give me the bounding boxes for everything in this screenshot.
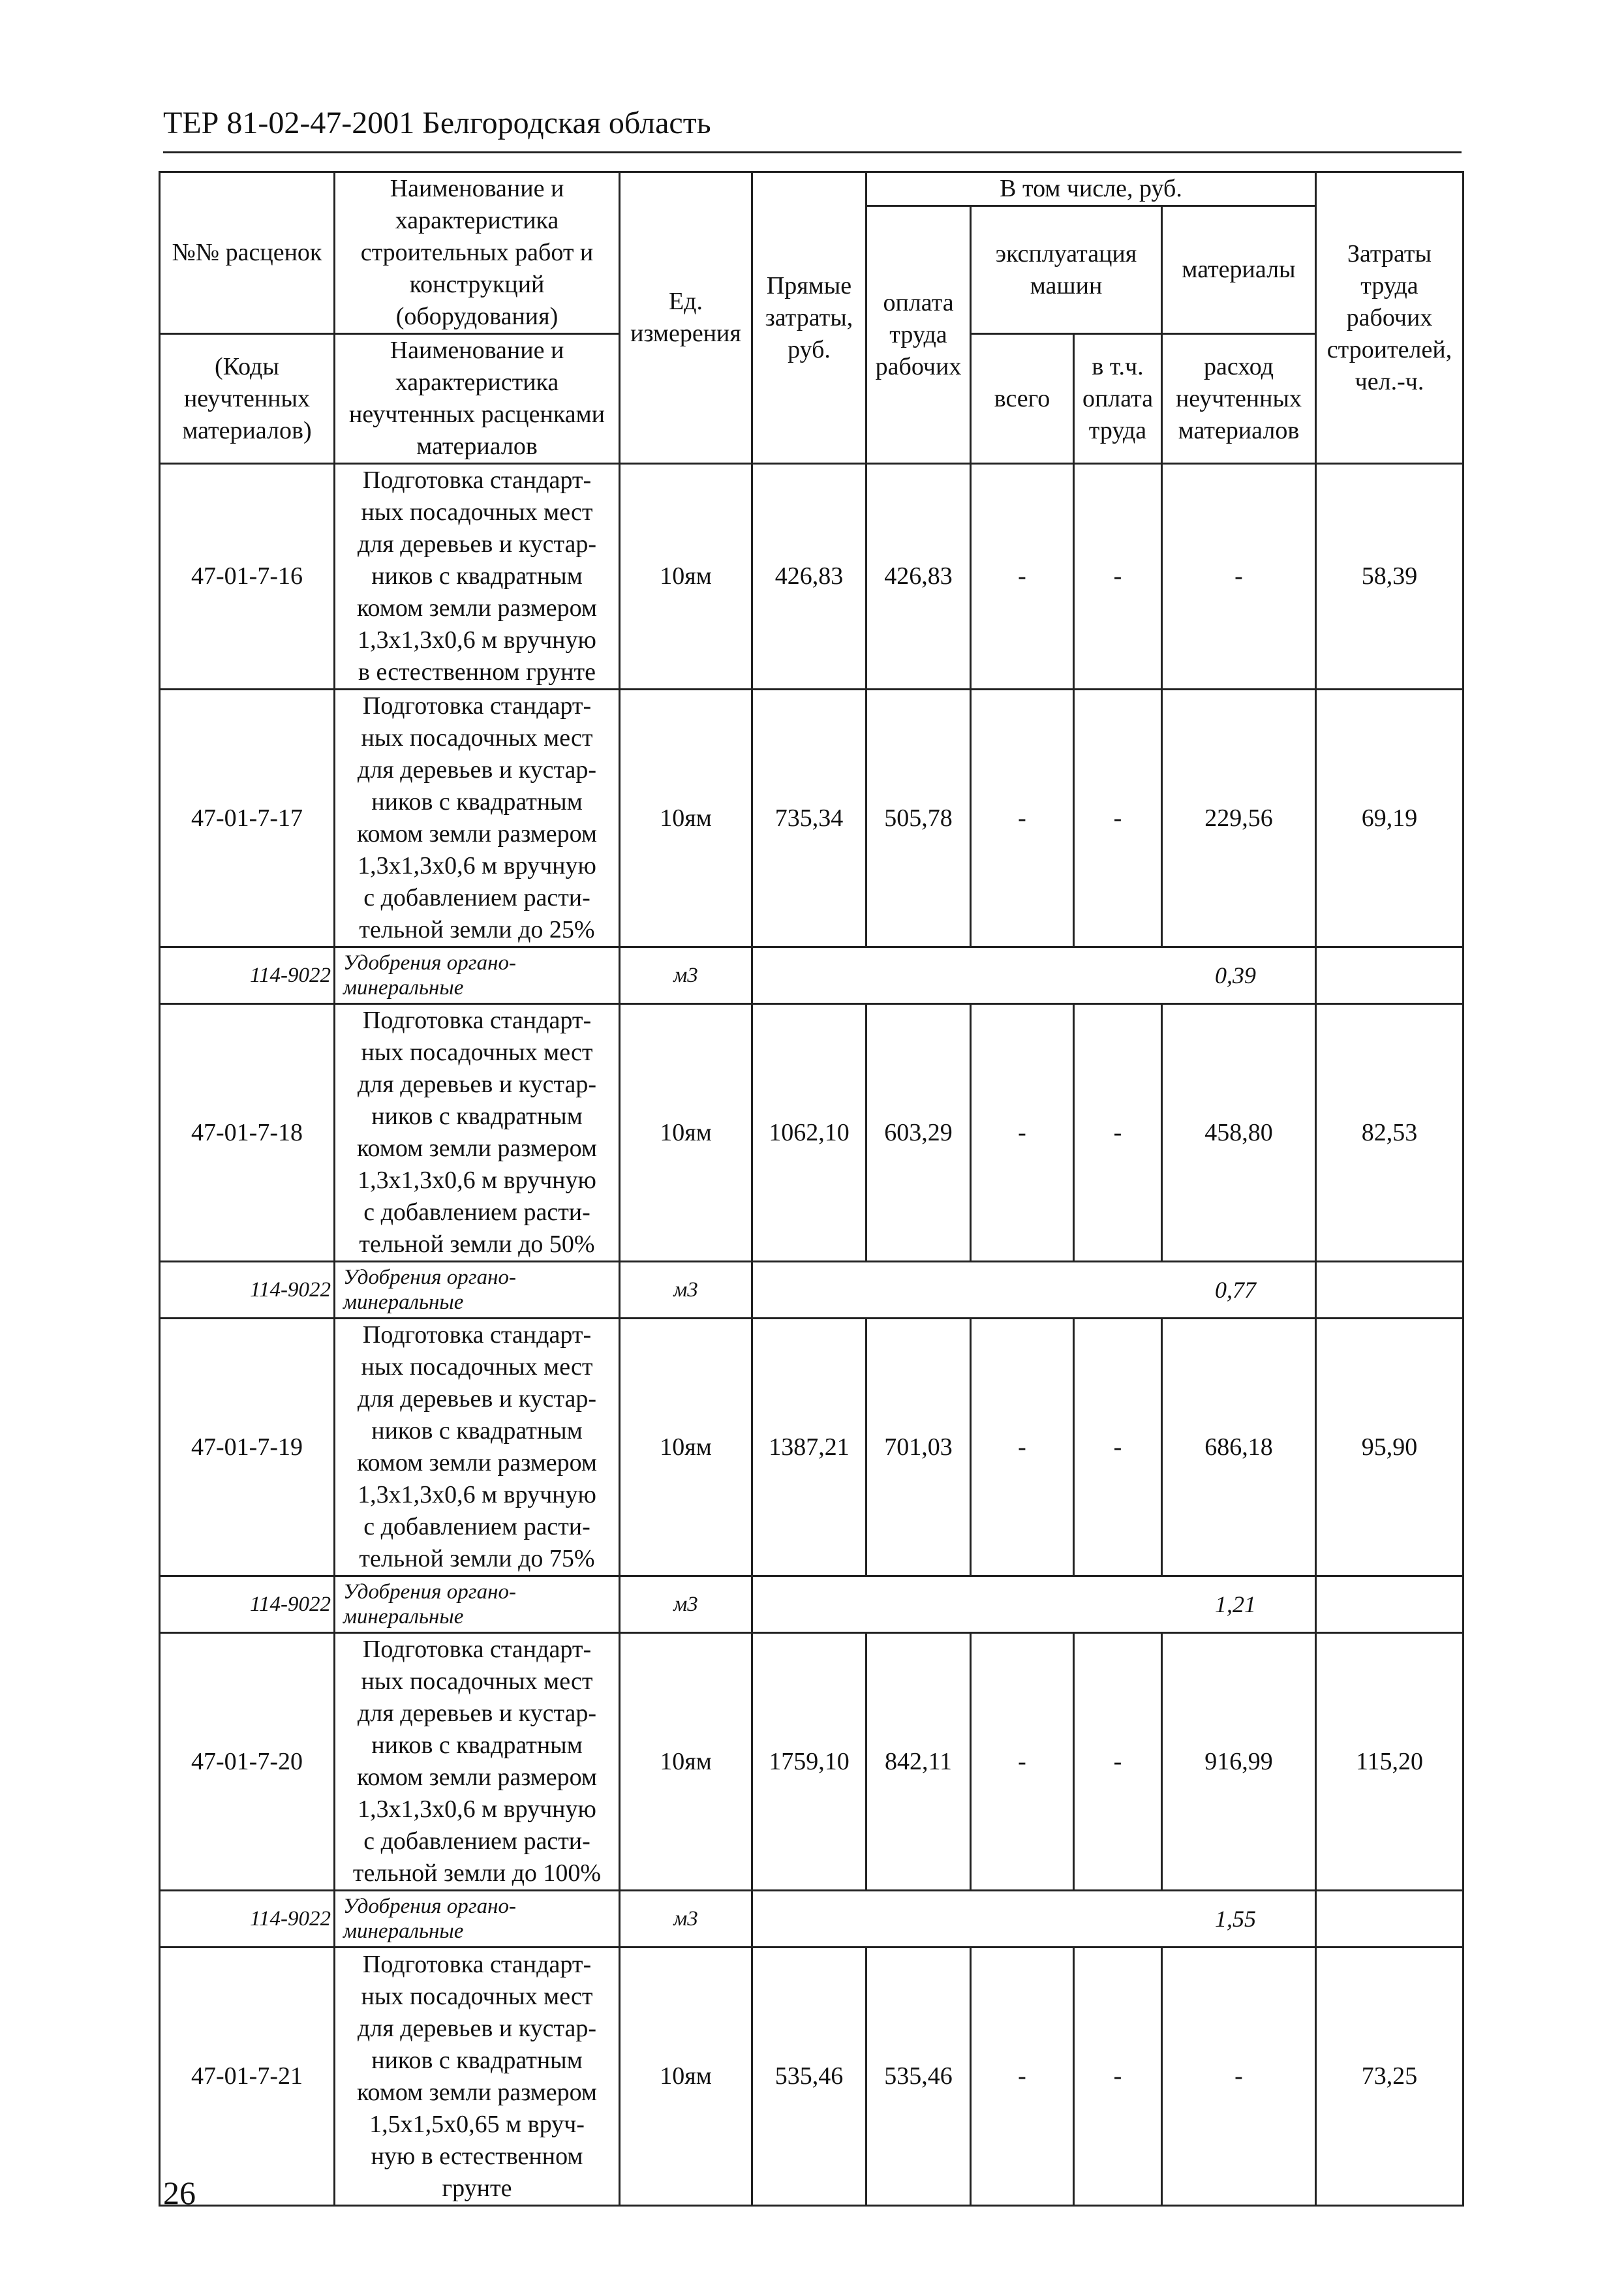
unit: 10ям bbox=[620, 464, 752, 690]
description-line: комом земли размером bbox=[357, 1449, 597, 1476]
description-line: для деревьев и кустар- bbox=[357, 756, 597, 784]
labor-pay: 426,83 bbox=[866, 464, 971, 690]
description-line: тельной земли до 50% bbox=[359, 1230, 595, 1258]
labor-hours: 69,19 bbox=[1316, 690, 1463, 947]
description-line: ных посадочных мест bbox=[361, 498, 593, 526]
unit: 10ям bbox=[620, 1004, 752, 1262]
description-line: ных посадочных мест bbox=[361, 1982, 593, 2010]
material-name bbox=[335, 1891, 620, 1948]
direct-cost: 1062,10 bbox=[752, 1004, 866, 1262]
description-line: 1,3x1,3x0,6 м вручную bbox=[358, 1167, 596, 1194]
description-line: ных посадочных мест bbox=[361, 1039, 593, 1066]
header-code-unaccounted: (Коды неучтенных материалов) bbox=[160, 334, 335, 464]
empty-cell bbox=[1316, 1262, 1463, 1319]
material-row bbox=[160, 1576, 1463, 1633]
header-direct-cost: Прямые затраты, руб. bbox=[752, 172, 866, 464]
labor-hours: 95,90 bbox=[1316, 1319, 1463, 1576]
page-header: ТЕР 81-02-47-2001 Белгородская область bbox=[163, 106, 711, 140]
empty-cell bbox=[1316, 947, 1463, 1004]
material-row bbox=[160, 947, 1463, 1004]
description-line: для деревьев и кустар- bbox=[357, 2014, 597, 2042]
description-line: ников с квадратным bbox=[371, 1103, 583, 1130]
description-line: Подготовка стандарт- bbox=[362, 1636, 592, 1663]
description-line: 1,3x1,3x0,6 м вручную bbox=[358, 626, 596, 654]
direct-cost: 535,46 bbox=[752, 1948, 866, 2206]
description-line: 1,3x1,3x0,6 м вручную bbox=[358, 1481, 596, 1508]
description-line: Подготовка стандарт- bbox=[362, 1007, 592, 1034]
material-code: 114-9022 bbox=[160, 1891, 335, 1948]
header-rule bbox=[163, 151, 1462, 153]
material-row bbox=[160, 1262, 1463, 1319]
description-line: 1,5x1,5x0,65 м вруч- bbox=[369, 2110, 585, 2138]
description-line: Подготовка стандарт- bbox=[362, 692, 592, 720]
machines-labor: - bbox=[1074, 1319, 1162, 1576]
unit: 10ям bbox=[620, 690, 752, 947]
description-line: ных посадочных мест bbox=[361, 1353, 593, 1381]
rate-row bbox=[160, 690, 1463, 947]
unit: 10ям bbox=[620, 1948, 752, 2206]
rate-code: 47-01-7-19 bbox=[160, 1319, 335, 1576]
description-line: тельной земли до 25% bbox=[359, 916, 595, 943]
header-row-1 bbox=[160, 172, 1463, 206]
direct-cost: 735,34 bbox=[752, 690, 866, 947]
material-name bbox=[335, 1262, 620, 1319]
rate-description bbox=[335, 1319, 620, 1576]
machines-total: - bbox=[971, 1633, 1074, 1891]
labor-pay: 505,78 bbox=[866, 690, 971, 947]
rate-description bbox=[335, 464, 620, 690]
labor-pay: 842,11 bbox=[866, 1633, 971, 1891]
header-machines-labor: в т.ч. оплата труда bbox=[1074, 334, 1162, 464]
material-consumption: 1,55 bbox=[752, 1891, 1316, 1948]
empty-cell bbox=[1316, 1576, 1463, 1633]
description-line: с добавлением расти- bbox=[363, 1827, 590, 1855]
materials: - bbox=[1162, 464, 1316, 690]
material-code: 114-9022 bbox=[160, 1576, 335, 1633]
header-labor-hours: Затраты труда рабочих строителей, чел.-ч. bbox=[1316, 172, 1463, 464]
labor-hours: 58,39 bbox=[1316, 464, 1463, 690]
empty-cell bbox=[1316, 1891, 1463, 1948]
rate-row bbox=[160, 1004, 1463, 1262]
header-labor-pay: оплата труда рабочих bbox=[866, 206, 971, 464]
description-line: комом земли размером bbox=[357, 1135, 597, 1162]
materials: - bbox=[1162, 1948, 1316, 2206]
labor-hours: 82,53 bbox=[1316, 1004, 1463, 1262]
description-line: для деревьев и кустар- bbox=[357, 1071, 597, 1098]
material-name-line: Удобрения органо- bbox=[343, 951, 516, 975]
description-line: ных посадочных мест bbox=[361, 1668, 593, 1695]
machines-labor: - bbox=[1074, 690, 1162, 947]
material-unit: м3 bbox=[620, 1576, 752, 1633]
direct-cost: 1759,10 bbox=[752, 1633, 866, 1891]
description-line: ников с квадратным bbox=[371, 562, 583, 590]
description-line: с добавлением расти- bbox=[363, 1199, 590, 1226]
rates-table bbox=[159, 171, 1464, 2207]
rate-code: 47-01-7-20 bbox=[160, 1633, 335, 1891]
rate-row bbox=[160, 464, 1463, 690]
header-unit: Ед. измерения bbox=[620, 172, 752, 464]
machines-total: - bbox=[971, 1004, 1074, 1262]
description-line: ников с квадратным bbox=[371, 1732, 583, 1759]
page-number: 26 bbox=[163, 2175, 196, 2211]
material-code: 114-9022 bbox=[160, 1262, 335, 1319]
description-line: с добавлением расти- bbox=[363, 884, 590, 911]
rate-code: 47-01-7-16 bbox=[160, 464, 335, 690]
rate-description bbox=[335, 690, 620, 947]
material-consumption: 0,39 bbox=[752, 947, 1316, 1004]
description-line: Подготовка стандарт- bbox=[362, 1950, 592, 1978]
description-line: 1,3x1,3x0,6 м вручную bbox=[358, 852, 596, 879]
header-machines: эксплуатация машин bbox=[971, 206, 1162, 334]
rate-row bbox=[160, 1633, 1463, 1891]
labor-pay: 603,29 bbox=[866, 1004, 971, 1262]
description-line: 1,3x1,3x0,6 м вручную bbox=[358, 1795, 596, 1823]
rate-row bbox=[160, 1319, 1463, 1576]
description-line: Подготовка стандарт- bbox=[362, 1321, 592, 1349]
description-line: грунте bbox=[442, 2174, 512, 2202]
description-line: ников с квадратным bbox=[371, 2046, 583, 2074]
material-unit: м3 bbox=[620, 1891, 752, 1948]
rate-description bbox=[335, 1948, 620, 2206]
unit: 10ям bbox=[620, 1319, 752, 1576]
materials: 229,56 bbox=[1162, 690, 1316, 947]
rate-description bbox=[335, 1633, 620, 1891]
machines-total: - bbox=[971, 690, 1074, 947]
labor-pay: 535,46 bbox=[866, 1948, 971, 2206]
material-name-line: минеральные bbox=[343, 1919, 464, 1943]
material-name bbox=[335, 947, 620, 1004]
machines-labor: - bbox=[1074, 1004, 1162, 1262]
header-materials-unaccounted: расход неучтенных материалов bbox=[1162, 334, 1316, 464]
description-line: комом земли размером bbox=[357, 1764, 597, 1791]
description-line: ников с квадратным bbox=[371, 788, 583, 816]
materials: 916,99 bbox=[1162, 1633, 1316, 1891]
machines-total: - bbox=[971, 1948, 1074, 2206]
material-name-line: Удобрения органо- bbox=[343, 1266, 516, 1289]
description-line: для деревьев и кустар- bbox=[357, 1385, 597, 1413]
machines-labor: - bbox=[1074, 1633, 1162, 1891]
material-name-line: минеральные bbox=[343, 976, 464, 1000]
rate-row bbox=[160, 1948, 1463, 2206]
material-name-line: минеральные bbox=[343, 1605, 464, 1628]
description-line: ников с квадратным bbox=[371, 1417, 583, 1444]
header-including: В том числе, руб. bbox=[866, 172, 1316, 206]
material-name-line: минеральные bbox=[343, 1291, 464, 1314]
description-line: комом земли размером bbox=[357, 594, 597, 622]
material-name bbox=[335, 1576, 620, 1633]
machines-total: - bbox=[971, 464, 1074, 690]
description-line: комом земли размером bbox=[357, 820, 597, 848]
description-line: для деревьев и кустар- bbox=[357, 530, 597, 558]
labor-hours: 73,25 bbox=[1316, 1948, 1463, 2206]
description-line: для деревьев и кустар- bbox=[357, 1700, 597, 1727]
description-line: Подготовка стандарт- bbox=[362, 466, 592, 494]
description-line: ных посадочных мест bbox=[361, 724, 593, 752]
material-unit: м3 bbox=[620, 947, 752, 1004]
description-line: ную в естественном bbox=[371, 2142, 583, 2170]
material-name-line: Удобрения органо- bbox=[343, 1580, 516, 1604]
header-code: №№ расценок bbox=[160, 172, 335, 334]
description-line: комом земли размером bbox=[357, 2078, 597, 2106]
material-consumption: 1,21 bbox=[752, 1576, 1316, 1633]
rate-code: 47-01-7-18 bbox=[160, 1004, 335, 1262]
direct-cost: 426,83 bbox=[752, 464, 866, 690]
labor-hours: 115,20 bbox=[1316, 1633, 1463, 1891]
description-line: тельной земли до 75% bbox=[359, 1545, 595, 1572]
machines-total: - bbox=[971, 1319, 1074, 1576]
material-row bbox=[160, 1891, 1463, 1948]
rate-code: 47-01-7-17 bbox=[160, 690, 335, 947]
machines-labor: - bbox=[1074, 464, 1162, 690]
description-line: тельной земли до 100% bbox=[352, 1859, 602, 1887]
description-line: в естественном грунте bbox=[358, 658, 596, 686]
header-machines-total: всего bbox=[971, 334, 1074, 464]
machines-labor: - bbox=[1074, 1948, 1162, 2206]
material-consumption: 0,77 bbox=[752, 1262, 1316, 1319]
description-line: с добавлением расти- bbox=[363, 1513, 590, 1540]
unit: 10ям bbox=[620, 1633, 752, 1891]
header-name-unaccounted: Наименование и характеристика неучтенных расценками материалов bbox=[335, 334, 620, 464]
header-name: Наименование и характеристика строительных работ и конструкций (оборудования) bbox=[335, 172, 620, 334]
material-name-line: Удобрения органо- bbox=[343, 1895, 516, 1918]
rate-description bbox=[335, 1004, 620, 1262]
labor-pay: 701,03 bbox=[866, 1319, 971, 1576]
materials: 458,80 bbox=[1162, 1004, 1316, 1262]
header-materials: материалы bbox=[1162, 206, 1316, 334]
material-unit: м3 bbox=[620, 1262, 752, 1319]
rate-code: 47-01-7-21 bbox=[160, 1948, 335, 2206]
materials: 686,18 bbox=[1162, 1319, 1316, 1576]
direct-cost: 1387,21 bbox=[752, 1319, 866, 1576]
material-code: 114-9022 bbox=[160, 947, 335, 1004]
